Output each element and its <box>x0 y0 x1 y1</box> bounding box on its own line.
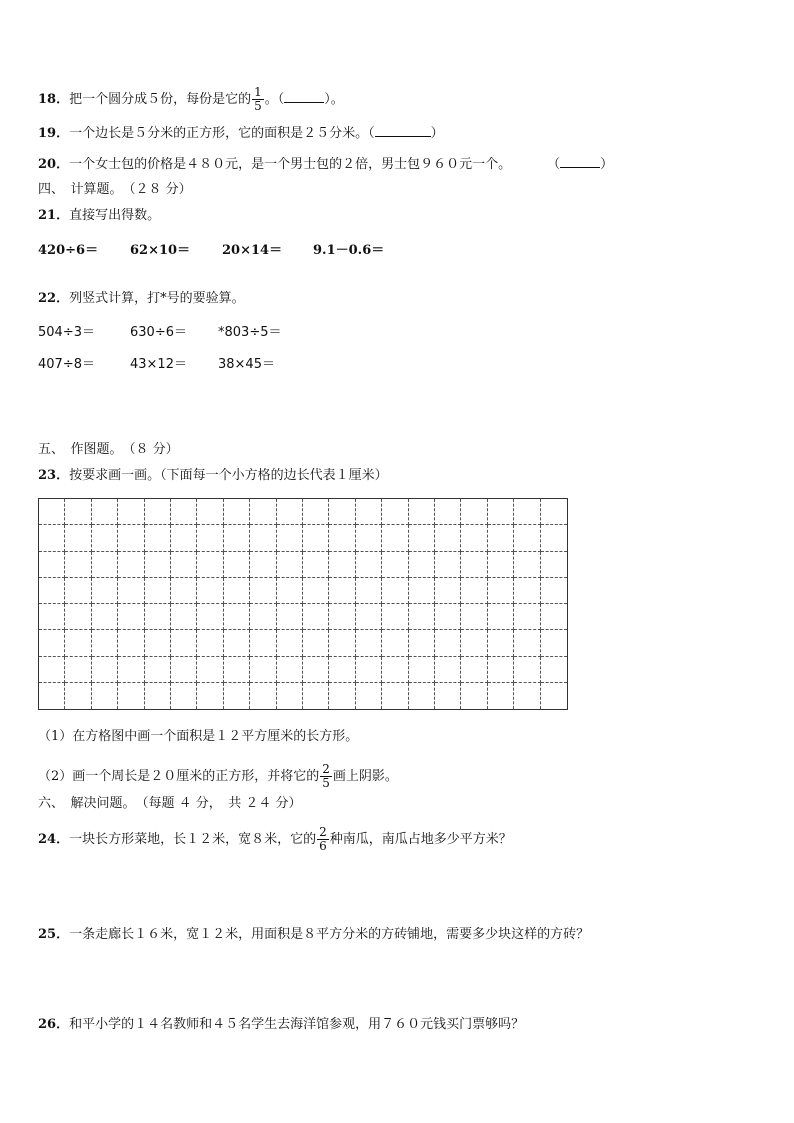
grid-cell[interactable] <box>92 683 118 709</box>
grid-cell[interactable] <box>382 552 408 578</box>
grid-cell[interactable] <box>197 499 223 525</box>
grid-cell[interactable] <box>409 657 435 683</box>
grid-cell[interactable] <box>197 525 223 551</box>
grid-cell[interactable] <box>488 578 514 604</box>
grid-cell[interactable] <box>250 552 276 578</box>
question-23 <box>38 467 388 485</box>
grid-cell[interactable] <box>303 578 329 604</box>
grid-cell[interactable] <box>197 683 223 709</box>
vertical-calc-item: 43×12＝ <box>130 357 187 372</box>
paren-close: ） <box>430 126 444 141</box>
grid-cell[interactable] <box>145 525 171 551</box>
grid-cell[interactable] <box>224 552 250 578</box>
grid-cell[interactable] <box>382 525 408 551</box>
grid-cell[interactable] <box>409 525 435 551</box>
grid-cell[interactable] <box>39 683 65 709</box>
grid-cell[interactable] <box>92 578 118 604</box>
vertical-calc-item: 630÷6＝ <box>130 325 187 340</box>
paren-open: 。（ <box>264 92 285 107</box>
grid-cell[interactable] <box>356 657 382 683</box>
vertical-calc-item: 38×45＝ <box>218 357 275 372</box>
grid-cell[interactable] <box>329 657 355 683</box>
grid-cell[interactable] <box>461 604 487 630</box>
grid-cell[interactable] <box>250 525 276 551</box>
grid-cell[interactable] <box>118 630 144 656</box>
grid-cell[interactable] <box>514 499 540 525</box>
fraction-numerator: 1 <box>254 85 262 99</box>
grid-cell[interactable] <box>409 604 435 630</box>
answer-blank[interactable] <box>560 155 600 168</box>
grid-cell[interactable] <box>65 604 91 630</box>
grid-cell[interactable] <box>541 499 567 525</box>
grid-cell[interactable] <box>171 499 197 525</box>
grid-cell[interactable] <box>329 683 355 709</box>
question-text: 一块长方形菜地，长１２米，宽８米，它的 <box>69 832 317 847</box>
grid-cell[interactable] <box>541 683 567 709</box>
grid-cell[interactable] <box>329 630 355 656</box>
question-text: 把一个圆分成５份，每份是它的 <box>69 92 252 107</box>
grid-cell[interactable] <box>514 604 540 630</box>
grid-cell[interactable] <box>303 630 329 656</box>
grid-cell[interactable] <box>171 525 197 551</box>
grid-cell[interactable] <box>303 499 329 525</box>
grid-cell[interactable] <box>171 657 197 683</box>
grid-cell[interactable] <box>329 578 355 604</box>
grid-cell[interactable] <box>409 630 435 656</box>
grid-cell[interactable] <box>382 683 408 709</box>
grid-cell[interactable] <box>435 683 461 709</box>
grid-cell[interactable] <box>329 499 355 525</box>
grid-cell[interactable] <box>461 630 487 656</box>
question-number: 21． <box>38 208 70 223</box>
grid-cell[interactable] <box>92 657 118 683</box>
fraction-denominator: 5 <box>322 776 330 790</box>
grid-cell[interactable] <box>356 552 382 578</box>
question-number: 18． <box>38 92 70 107</box>
grid-cell[interactable] <box>409 683 435 709</box>
grid-cell[interactable] <box>303 604 329 630</box>
question-26 <box>38 1016 524 1034</box>
calc-item: 420÷6＝ <box>38 243 99 258</box>
grid-cell[interactable] <box>435 499 461 525</box>
grid-cell[interactable] <box>303 525 329 551</box>
question-text-end: 画上阴影。 <box>332 769 398 784</box>
question-number: 26． <box>38 1017 70 1032</box>
answer-blank[interactable] <box>284 90 324 103</box>
grid-cell[interactable] <box>382 578 408 604</box>
question-text: 按要求画一画。（下面每一个小方格的边长代表１厘米） <box>69 468 388 483</box>
grid-cell[interactable] <box>65 525 91 551</box>
grid-cell[interactable] <box>409 499 435 525</box>
grid-cell[interactable] <box>277 683 303 709</box>
grid-cell[interactable] <box>65 630 91 656</box>
grid-cell[interactable] <box>92 604 118 630</box>
grid-cell[interactable] <box>39 499 65 525</box>
grid-cell[interactable] <box>488 499 514 525</box>
grid-cell[interactable] <box>514 630 540 656</box>
question-23-part-1: （1）在方格图中画一个面积是１２平方厘米的长方形。 <box>38 729 359 744</box>
grid-cell[interactable] <box>356 604 382 630</box>
question-text: 和平小学的１４名教师和４５名学生去海洋馆参观，用７６０元钱买门票够吗？ <box>69 1017 525 1032</box>
question-number: 25． <box>38 927 70 942</box>
grid-cell[interactable] <box>250 630 276 656</box>
grid-cell[interactable] <box>224 525 250 551</box>
grid-cell[interactable] <box>277 499 303 525</box>
section-5-title: 五、 作图题。 （８ 分） <box>38 442 179 457</box>
grid-cell[interactable] <box>118 552 144 578</box>
grid-cell[interactable] <box>541 657 567 683</box>
question-19 <box>38 124 444 143</box>
grid-cell[interactable] <box>329 604 355 630</box>
question-text: 直接写出得数。 <box>69 208 161 223</box>
grid-cell[interactable] <box>224 604 250 630</box>
grid-cell[interactable] <box>277 657 303 683</box>
grid-cell[interactable] <box>197 552 223 578</box>
grid-cell[interactable] <box>356 630 382 656</box>
grid-cell[interactable] <box>145 578 171 604</box>
grid-cell[interactable] <box>514 525 540 551</box>
fraction-denominator: 5 <box>254 99 262 113</box>
question-text: 一个边长是５分米的正方形，它的面积是２５分米。（ <box>69 126 375 141</box>
grid-cell[interactable] <box>224 657 250 683</box>
grid-cell[interactable] <box>514 657 540 683</box>
question-text: 一条走廊长１６米，宽１２米，用面积是８平方分米的方砖铺地，需要多少块这样的方砖？ <box>69 927 590 942</box>
grid-cell[interactable] <box>356 683 382 709</box>
grid-cell[interactable] <box>118 683 144 709</box>
grid-cell[interactable] <box>488 630 514 656</box>
question-text: 列竖式计算，打*号的要验算。 <box>69 291 245 306</box>
calc-item: 20×14＝ <box>222 243 283 258</box>
grid-cell[interactable] <box>65 499 91 525</box>
question-22 <box>38 290 245 308</box>
grid-cell[interactable] <box>39 578 65 604</box>
vertical-calc-item: *803÷5＝ <box>218 325 282 340</box>
grid-cell[interactable] <box>224 499 250 525</box>
grid-cell[interactable] <box>39 604 65 630</box>
grid-cell[interactable] <box>541 604 567 630</box>
grid-cell[interactable] <box>171 604 197 630</box>
grid-cell[interactable] <box>197 604 223 630</box>
grid-cell[interactable] <box>39 552 65 578</box>
grid-cell[interactable] <box>541 578 567 604</box>
grid-cell[interactable] <box>118 604 144 630</box>
question-number: 22． <box>38 291 70 306</box>
grid-cell[interactable] <box>356 578 382 604</box>
grid-cell[interactable] <box>488 525 514 551</box>
grid-cell[interactable] <box>488 657 514 683</box>
drawing-grid[interactable] <box>38 498 568 710</box>
grid-cell[interactable] <box>461 683 487 709</box>
grid-cell[interactable] <box>461 525 487 551</box>
grid-cell[interactable] <box>250 578 276 604</box>
grid-cell[interactable] <box>514 552 540 578</box>
grid-cell[interactable] <box>329 552 355 578</box>
grid-cell[interactable] <box>329 525 355 551</box>
grid-cell[interactable] <box>382 657 408 683</box>
grid-cell[interactable] <box>277 630 303 656</box>
grid-cell[interactable] <box>409 578 435 604</box>
grid-cell[interactable] <box>488 683 514 709</box>
grid-cell[interactable] <box>435 657 461 683</box>
grid-cell[interactable] <box>461 657 487 683</box>
grid-cell[interactable] <box>514 683 540 709</box>
grid-cell[interactable] <box>197 657 223 683</box>
paren-close: ） <box>600 157 614 172</box>
grid-cell[interactable] <box>435 525 461 551</box>
grid-cell[interactable] <box>382 604 408 630</box>
fraction <box>252 86 264 113</box>
fraction <box>317 826 329 853</box>
grid-cell[interactable] <box>461 499 487 525</box>
grid-cell[interactable] <box>65 657 91 683</box>
grid-cell[interactable] <box>92 499 118 525</box>
question-23-part-2 <box>38 763 398 790</box>
grid-cell[interactable] <box>145 604 171 630</box>
grid-cell[interactable] <box>197 578 223 604</box>
grid-cell[interactable] <box>118 578 144 604</box>
question-21 <box>38 207 160 225</box>
grid-cell[interactable] <box>224 578 250 604</box>
grid-cell[interactable] <box>409 552 435 578</box>
question-number: 20． <box>38 157 70 172</box>
grid-cell[interactable] <box>250 657 276 683</box>
grid-cell[interactable] <box>171 683 197 709</box>
grid-cell[interactable] <box>277 604 303 630</box>
vertical-calc-item: 407÷8＝ <box>38 357 95 372</box>
grid-cell[interactable] <box>250 499 276 525</box>
grid-cell[interactable] <box>303 683 329 709</box>
section-4-title: 四、 计算题。 （２８ 分） <box>38 182 192 197</box>
grid-cell[interactable] <box>277 552 303 578</box>
grid-cell[interactable] <box>303 552 329 578</box>
paren-close: ）。 <box>324 92 344 107</box>
grid-cell[interactable] <box>65 552 91 578</box>
grid-cell[interactable] <box>39 525 65 551</box>
question-text: （2）画一个周长是２０厘米的正方形，并将它的 <box>38 769 320 784</box>
question-text-end: 种南瓜，南瓜占地多少平方米？ <box>329 832 512 847</box>
grid-cell[interactable] <box>250 683 276 709</box>
grid-cell[interactable] <box>39 630 65 656</box>
grid-cell[interactable] <box>250 604 276 630</box>
grid-cell[interactable] <box>541 552 567 578</box>
section-6-title: 六、 解决问题。 （每题 ４ 分， 共 ２４ 分） <box>38 796 302 811</box>
grid-cell[interactable] <box>224 630 250 656</box>
grid-cell[interactable] <box>118 525 144 551</box>
grid-cell[interactable] <box>65 683 91 709</box>
grid-cell[interactable] <box>382 499 408 525</box>
grid-cell[interactable] <box>171 630 197 656</box>
grid-cell[interactable] <box>65 578 91 604</box>
grid-cell[interactable] <box>488 604 514 630</box>
grid-cell[interactable] <box>145 499 171 525</box>
fraction-denominator: 6 <box>319 839 327 853</box>
grid-cell[interactable] <box>435 630 461 656</box>
grid-cell[interactable] <box>118 499 144 525</box>
grid-cell[interactable] <box>356 499 382 525</box>
grid-cell[interactable] <box>171 578 197 604</box>
grid-cell[interactable] <box>435 578 461 604</box>
grid-cell[interactable] <box>514 578 540 604</box>
fraction-numerator: 2 <box>319 825 327 839</box>
grid-cell[interactable] <box>145 683 171 709</box>
answer-blank[interactable] <box>375 124 431 137</box>
grid-cell[interactable] <box>356 525 382 551</box>
calc-item: 62×10＝ <box>130 243 191 258</box>
grid-cell[interactable] <box>92 525 118 551</box>
grid-cell[interactable] <box>118 657 144 683</box>
question-24 <box>38 826 512 853</box>
grid-cell[interactable] <box>92 552 118 578</box>
question-number: 24． <box>38 832 70 847</box>
question-20 <box>38 155 613 174</box>
grid-cell[interactable] <box>145 630 171 656</box>
grid-cell[interactable] <box>382 630 408 656</box>
question-number: 19． <box>38 126 70 141</box>
fraction-numerator: 2 <box>322 762 330 776</box>
grid-cell[interactable] <box>277 525 303 551</box>
grid-cell[interactable] <box>197 630 223 656</box>
grid-cell[interactable] <box>488 552 514 578</box>
vertical-calc-item: 504÷3＝ <box>38 325 95 340</box>
question-18 <box>38 86 344 113</box>
grid-cell[interactable] <box>303 657 329 683</box>
grid-cell[interactable] <box>145 657 171 683</box>
grid-cell[interactable] <box>435 552 461 578</box>
grid-cell[interactable] <box>92 630 118 656</box>
calc-item: 9.1－0.6＝ <box>313 243 385 258</box>
grid-cell[interactable] <box>171 552 197 578</box>
question-25 <box>38 926 589 944</box>
question-text: 一个女士包的价格是４８０元，是一个男士包的２倍，男士包９６０元一个。 <box>69 157 512 172</box>
grid-cell[interactable] <box>145 552 171 578</box>
grid-cell[interactable] <box>541 525 567 551</box>
grid-cell[interactable] <box>277 578 303 604</box>
fraction <box>320 763 332 790</box>
paren-open: （ <box>547 157 561 172</box>
grid-cell[interactable] <box>461 552 487 578</box>
grid-cell[interactable] <box>224 683 250 709</box>
grid-cell[interactable] <box>39 657 65 683</box>
grid-cell[interactable] <box>541 630 567 656</box>
question-number: 23． <box>38 468 70 483</box>
grid-cell[interactable] <box>435 604 461 630</box>
grid-cell[interactable] <box>461 578 487 604</box>
